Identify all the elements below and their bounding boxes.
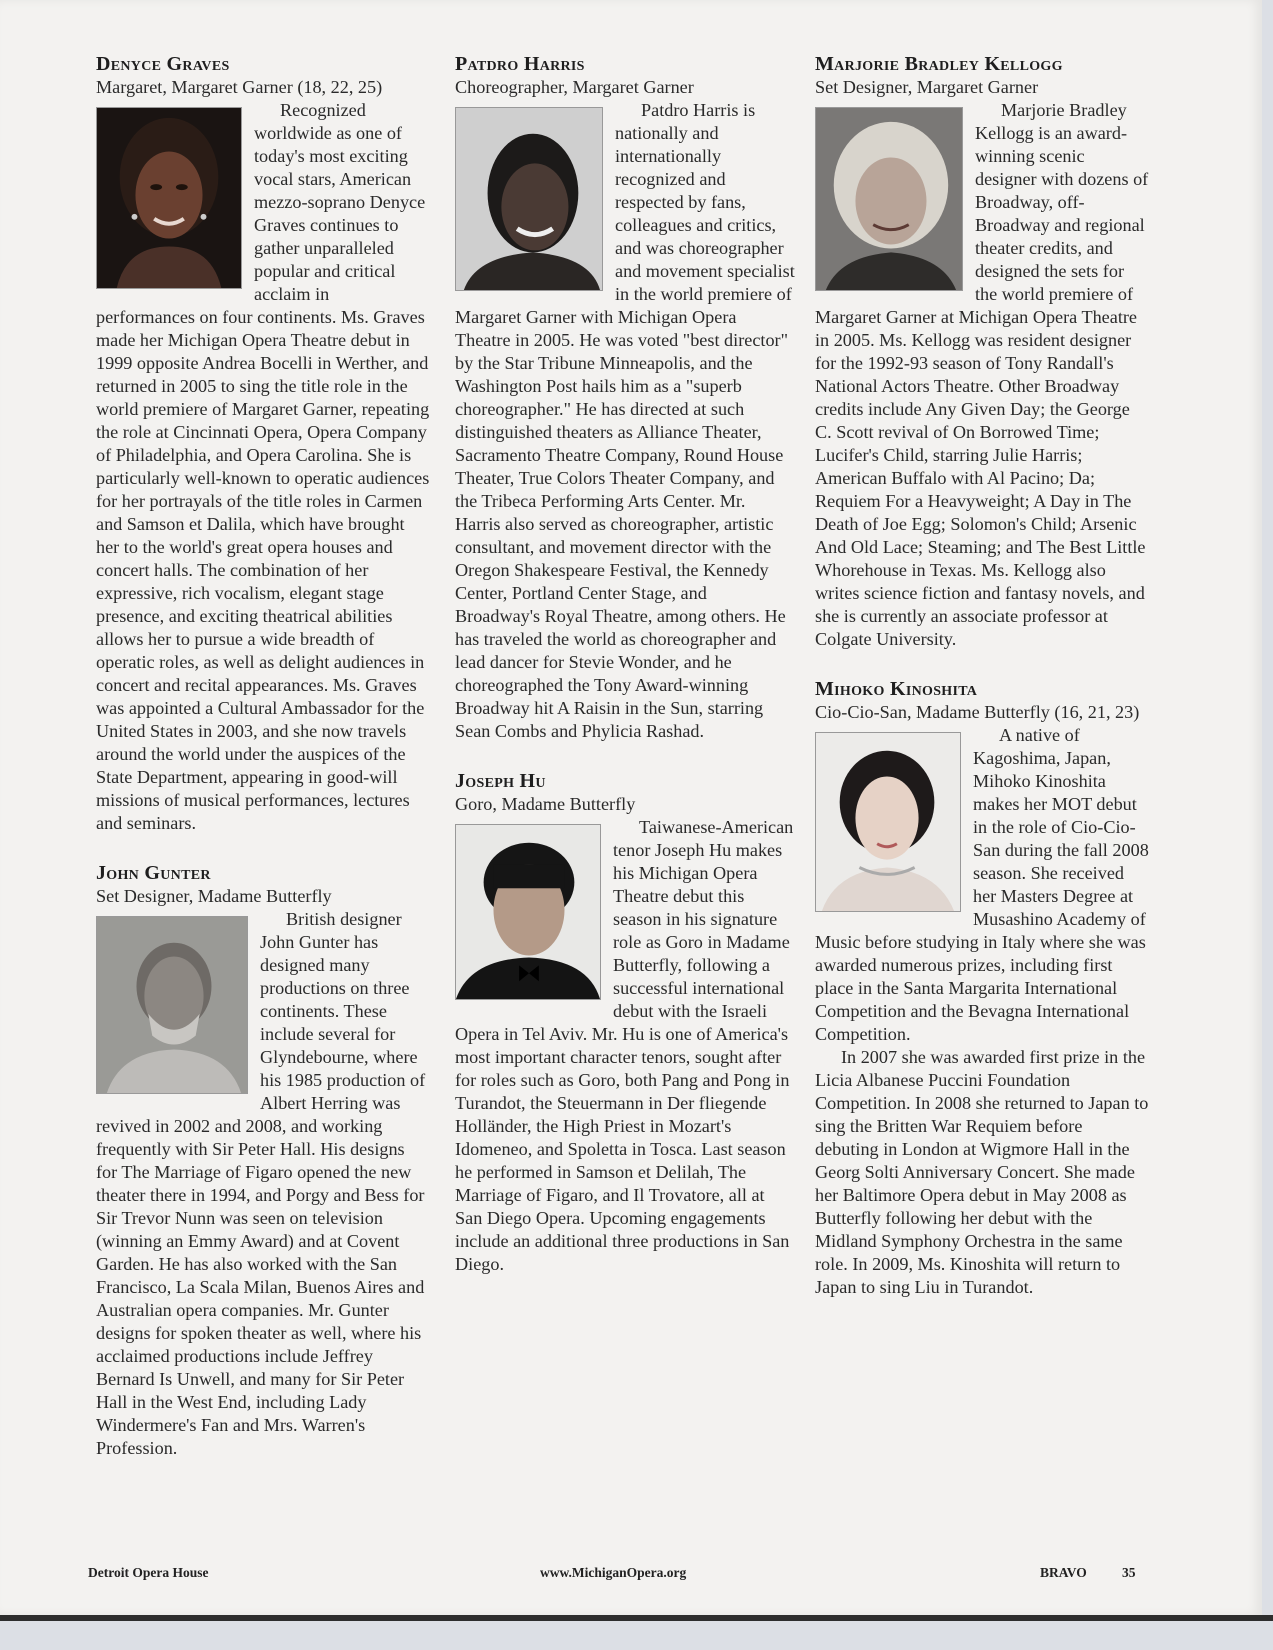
artist-role-hu: Goro, Madame Butterfly (455, 794, 636, 814)
photo-graves (96, 107, 242, 289)
column-1 (96, 52, 430, 1460)
artist-name-graves: Denyce Graves (96, 53, 230, 75)
artist-bio-kellogg: Marjorie Bradley Kellogg is an award-winning scenic designer with dozens of Broadway, off-Broadway and regional theater credits, and designed the sets for the world premiere of Margaret Garner at Michigan Opera Theatre in 2005. Ms. Kellogg was resident designer for the 1992-93 season of Tony Randall's National Actors Theatre. Other Broadway credits include Any Given Day; the George C. Scott revival of On Borrowed Time; Lucifer's Child, starring Julie Harris; American Buffalo with Al Pacino; Da; Requiem For a Heavyweight; A Day in The Death of Joe Egg; Solomon's Child; Arsenic And Old Lace; Steaming; and The Best Little Whorehouse in Texas. Ms. Kellogg also writes science fiction and fantasy novels, and she is currently an associate professor at Colgate University. (815, 100, 1149, 649)
artist-role-kinoshita: Cio-Cio-San, Madame Butterfly (16, 21, 23) (815, 702, 1140, 722)
artist-name-hu: Joseph Hu (455, 770, 546, 792)
photo-hu (455, 824, 601, 1000)
artist-bio-kinoshita-2: In 2007 she was awarded first prize in the Licia Albanese Puccini Foundation Competition. In 2008 she returned to Japan to sing the Britten War Requiem before debuting in London at Wigmore Hall in the Georg Solti Anniversary Concert. She made her Baltimore Opera debut in May 2008 as Butterfly following her debut with the Midland Symphony Orchestra in the same role. In 2009, Ms. Kinoshita will return to Japan to sing Liu in Turandot. (815, 1047, 1149, 1297)
photo-gunter (96, 916, 248, 1094)
artist-role-gunter: Set Designer, Madame Butterfly (96, 886, 332, 906)
footer-magazine: BRAVO (1040, 1565, 1087, 1580)
artist-bio-kinoshita: A native of Kagoshima, Japan, Mihoko Kinoshita makes her MOT debut in the role of Cio-Cio-San during the fall 2008 season. She received her Masters Degree at Musashino Academy of Music before studying in Italy where she was awarded numerous prizes, including first place in the Santa Margarita International Competition and the Bevagna International Competition. (815, 725, 1149, 1044)
footer-venue: Detroit Opera House (88, 1565, 209, 1580)
artist-name-gunter: John Gunter (96, 862, 211, 884)
column-2 (455, 52, 795, 1276)
artist-name-kellogg: Marjorie Bradley Kellogg (815, 53, 1063, 75)
artist-role-graves: Margaret, Margaret Garner (18, 22, 25) (96, 77, 383, 97)
bottom-rule (0, 1615, 1273, 1621)
column-3 (815, 52, 1149, 1299)
footer-page-number: 35 (1122, 1565, 1136, 1580)
artist-bio-graves: Recognized worldwide as one of today's most exciting vocal stars, American mezzo-soprano Denyce Graves continues to gather unparalleled popular and critical acclaim in performances on four continents. Ms. Graves made her Michigan Opera Theatre debut in 1999 opposite Andrea Bocelli in Werther, and returned in 2005 to sing the title role in the world premiere of Margaret Garner, repeating the role at Cincinnati Opera, Opera Company of Philadelphia, and Opera Carolina. She is particularly well-known to operatic audiences for her portrayals of the title roles in Carmen and Samson et Dalila, which have brought her to the world's great opera houses and concert halls. The combination of her expressive, rich vocalism, elegant stage presence, and exciting theatrical abilities allows her to pursue a wide breadth of operatic roles, as well as delight audiences in concert and recital appearances. Ms. Graves was appointed a Cultural Ambassador for the United States in 2003, and she now travels around the world under the auspices of the State Department, appearing in good-will missions of musical performances, lectures and seminars. (96, 100, 430, 833)
artist-role-kellogg: Set Designer, Margaret Garner (815, 77, 1039, 97)
artist-bio-harris: Patdro Harris is nationally and internationally recognized and respected by fans, colleagues and critics, and was choreographer and movement specialist in the world premiere of Margaret Garner with Michigan Opera Theatre in 2005. He was voted "best director" by the Star Tribune Minneapolis, and the Washington Post hails him as a "superb choreographer." He has directed at such distinguished theaters as Alliance Theater, Sacramento Theatre Company, Round House Theater, True Colors Theater Company, and the Tribeca Performing Arts Center. Mr. Harris also served as choreographer, artistic consultant, and movement director with the Oregon Shakespeare Festival, the Kennedy Center, Portland Center Stage, and Broadway's Royal Theatre, among others. He has traveled the world as choreographer and lead dancer for Stevie Wonder, and he choreographed the Tony Award-winning Broadway hit A Raisin in the Sun, starring Sean Combs and Phylicia Rashad. (455, 100, 795, 741)
artist-name-harris: Patdro Harris (455, 53, 585, 75)
photo-kellogg (815, 107, 963, 291)
artist-role-harris: Choreographer, Margaret Garner (455, 77, 694, 97)
photo-harris (455, 107, 603, 291)
footer-website[interactable]: www.MichiganOpera.org (540, 1565, 687, 1580)
artist-name-kinoshita: Mihoko Kinoshita (815, 678, 978, 700)
artist-bio-hu: Taiwanese-American tenor Joseph Hu makes his Michigan Opera Theatre debut this season in his signature role as Goro in Madame Butterfly, following a successful international debut with the Israeli Opera in Tel Aviv. Mr. Hu is one of America's most important character tenors, sought after for roles such as Goro, both Pang and Pong in Turandot, the Steuermann in Der fliegende Holländer, the High Priest in Mozart's Idomeneo, and Spoletta in Tosca. Last season he performed in Samson et Delilah, The Marriage of Figaro, and Il Trovatore, all at San Diego Opera. Upcoming engagements include an additional three productions in San Diego. (455, 817, 794, 1274)
artist-bio-gunter: British designer John Gunter has designed many productions on three continents. These include several for Glyndebourne, where his 1985 production of Albert Herring was revived in 2002 and 2008, and working frequently with Sir Peter Hall. His designs for The Marriage of Figaro opened the new theater there in 1994, and Porgy and Bess for Sir Trevor Nunn was seen on television (winning an Emmy Award) and at Covent Garden. He has also worked with the San Francisco, La Scala Milan, Buenos Aires and Australian opera companies. Mr. Gunter designs for spoken theater as well, where his acclaimed productions include Jeffrey Bernard Is Unwell, and many for Sir Peter Hall in the West End, including Lady Windermere's Fan and Mrs. Warren's Profession. (96, 909, 426, 1458)
photo-kinoshita (815, 732, 961, 912)
